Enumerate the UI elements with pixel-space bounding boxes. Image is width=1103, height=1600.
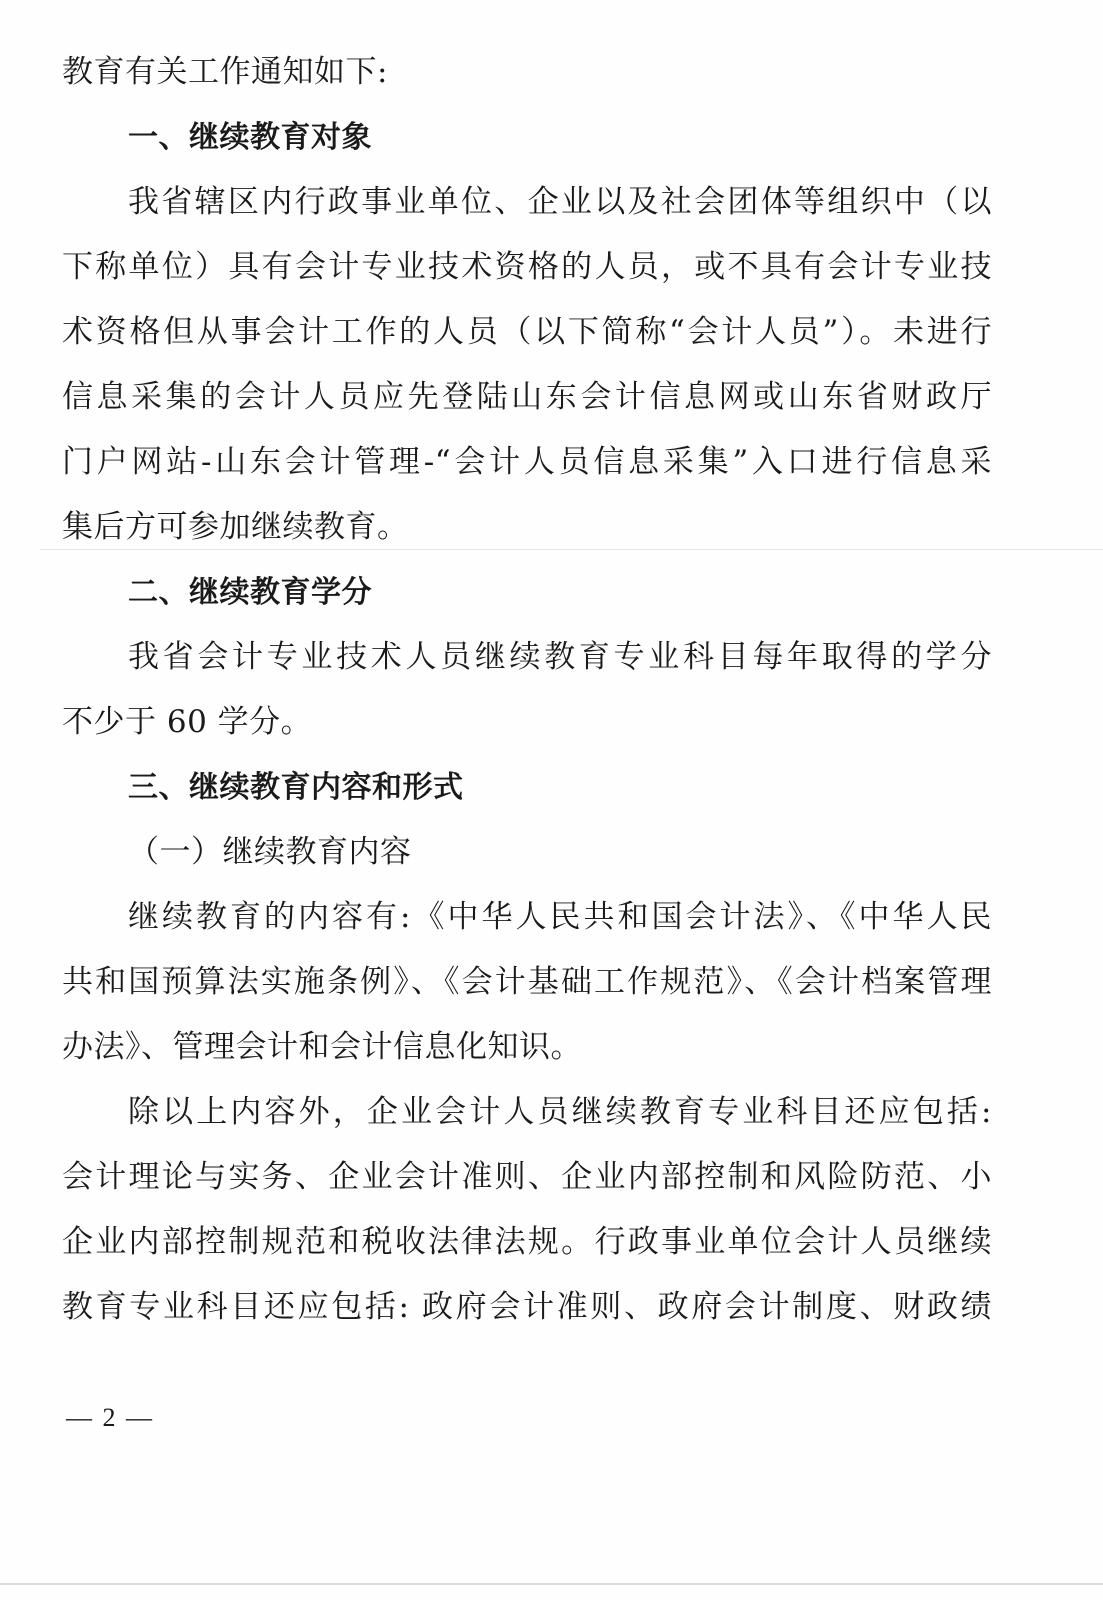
body-text-line: 继续教育的内容有:《中华人民共和国会计法》、《中华人民 <box>128 899 992 935</box>
document-body <box>62 40 992 1340</box>
body-text-line: 术资格但从事会计工作的人员（以下简称“会计人员”）。未进行 <box>62 314 992 350</box>
page-bottom-edge <box>0 1583 1103 1585</box>
body-text-line: 下称单位）具有会计专业技术资格的人员，或不具有会计专业技 <box>62 249 992 285</box>
section-heading: 一、继续教育对象 <box>128 120 372 155</box>
body-text-line: 信息采集的会计人员应先登陆山东会计信息网或山东省财政厅 <box>62 379 992 415</box>
body-text-line: 我省会计专业技术人员继续教育专业科目每年取得的学分 <box>128 639 992 675</box>
section-heading: 二、继续教育学分 <box>128 575 372 610</box>
body-text-line: 会计理论与实务、企业会计准则、企业内部控制和风险防范、小 <box>62 1159 992 1195</box>
body-text-line: 办法》、管理会计和会计信息化知识。 <box>62 1029 582 1065</box>
body-text-line: 不少于 60 学分。 <box>62 704 313 740</box>
body-text-line: 共和国预算法实施条例》、《会计基础工作规范》、《会计档案管理 <box>62 964 992 1000</box>
body-text-line: 集后方可参加继续教育。 <box>62 509 409 545</box>
body-text-line: 除以上内容外，企业会计人员继续教育专业科目还应包括: <box>128 1094 992 1130</box>
body-text-line: 我省辖区内行政事业单位、企业以及社会团体等组织中（以 <box>128 184 992 220</box>
body-text-line: 企业内部控制规范和税收法律法规。行政事业单位会计人员继续 <box>62 1224 992 1260</box>
body-text-line: （一）继续教育内容 <box>128 834 412 870</box>
section-heading: 三、继续教育内容和形式 <box>128 770 464 805</box>
body-text-line: 门户网站-山东会计管理-“会计人员信息采集”入口进行信息采 <box>62 444 992 480</box>
page-number: — 2 — <box>66 1403 154 1432</box>
body-text-line: 教育专业科目还应包括: 政府会计准则、政府会计制度、财政绩 <box>62 1289 992 1325</box>
body-text-line: 教育有关工作通知如下: <box>62 54 388 90</box>
